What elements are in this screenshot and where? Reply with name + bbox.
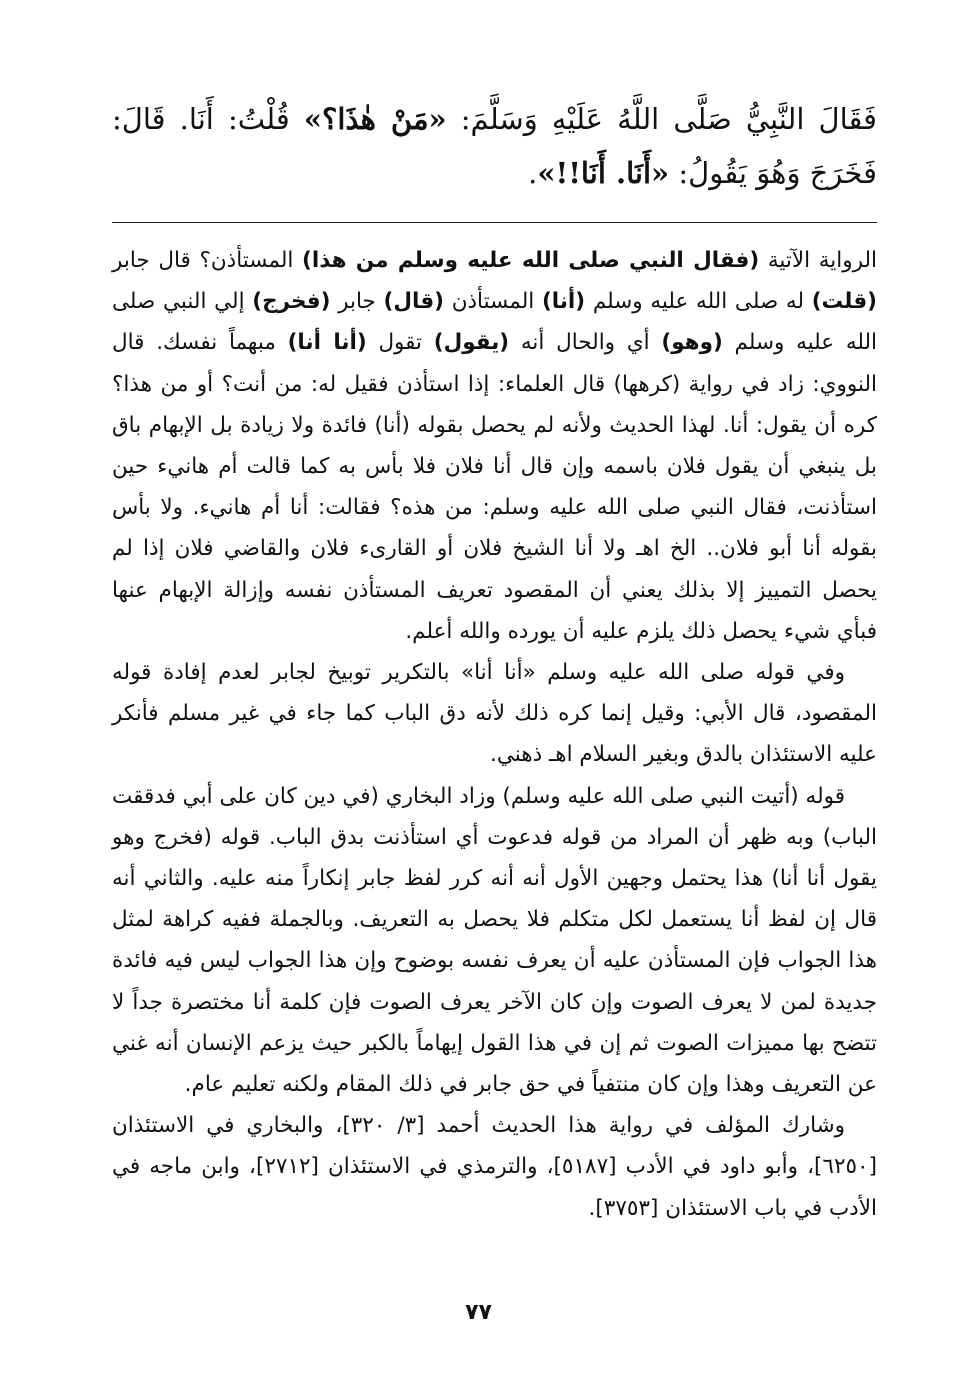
commentary-text: له صلى الله عليه وسلم (585, 289, 812, 315)
matn-quote-2: «أَنَا. أَنَا!!» (537, 156, 670, 190)
commentary-text: جابر (330, 289, 384, 315)
commentary-paragraph-1 (112, 240, 877, 652)
commentary-paragraph-2: وفي قوله صلى الله عليه وسلم «أنا أنا» بالتكرير توبيخ لجابر لعدم إفادة قوله المقصود، قال الأبي: وقيل إنما كره ذلك لأنه دق الباب كما جاء في غير مسلم فأنكر عليه الاستئذان بالدق وبغير السلام اهـ ذهني. (112, 660, 877, 768)
matn-part-3: . (528, 156, 538, 190)
commentary-bold-quote: (قلت) (811, 289, 877, 315)
matn-part-2: قُلْتُ: أَنَا. قَالَ: فَخَرَجَ وَهُوَ يَقُولُ: (112, 102, 877, 190)
separator-line (112, 222, 877, 223)
commentary-bold-quote: (أنا) (541, 289, 586, 315)
matn-part-1: فَقَالَ النَّبِيُّ صَلَّى اللَّهُ عَلَيْهِ وَسَلَّمَ: (446, 102, 877, 136)
commentary-bold-quote: (قال) (383, 289, 444, 315)
page-number: ٧٧ (465, 1300, 492, 1325)
commentary-paragraph-4: وشارك المؤلف في رواية هذا الحديث أحمد [٣/ ٣٢٠]، والبخاري في الاستئذان [٦٢٥٠]، وأبو داود في الأدب [٥١٨٧]، والترمذي في الاستئذان [٢٧١٢]، وابن ماجه في الأدب في باب الاستئذان [٣٧٥٣]. (112, 1113, 877, 1221)
commentary-text: تقول (366, 330, 434, 356)
commentary-text: المستأذن (443, 289, 542, 315)
hadith-text-block (112, 92, 877, 200)
commentary-text: الرواية الآتية (759, 248, 877, 273)
commentary-block (112, 240, 877, 1229)
commentary-bold-quote: (يقول) (433, 330, 510, 356)
matn-quote-1: «مَنْ هٰذَا؟» (303, 102, 447, 136)
hadith-matn (112, 92, 877, 200)
commentary-text: أي والحال أنه (509, 330, 662, 356)
commentary-text: مبهماً نفسك. قال النووي: زاد في رواية (كرهها) قال العلماء: إذا استأذن فقيل له: من أنت؟ أو من هذا؟ كره أن يقول: أنا. لهذا الحديث ولأنه لم يحصل بقوله (أنا) فائدة ولا زيادة بل الإبهام باق بل ينبغي أن يقول فلان باسمه وإن قال أنا فلان فلا بأس به كما قالت أم هانيء حين استأذنت، فقال النبي صلى الله عليه وسلم: من هذه؟ فقالت: أنا أم هانيء. ولا بأس بقوله أنا أبو فلان.. الخ اهـ ولا أنا الشيخ فلان أو القارىء فلان والقاضي فلان إذا لم يحصل التمييز إلا بذلك يعني أن المقصود تعريف المستأذن نفسه وإزالة الإبهام عنها فبأي شيء يحصل ذلك يلزم عليه أن يورده والله أعلم. (112, 330, 877, 644)
commentary-bold-quote: (أنا أنا) (287, 330, 367, 356)
commentary-text: المستأذن؟ قال جابر (112, 248, 303, 273)
commentary-paragraph-3: قوله (أتيت النبي صلى الله عليه وسلم) وزاد البخاري (في دين كان على أبي فدققت الباب) وبه ظهر أن المراد من قوله فدعوت أي استأذنت بدق الباب. قوله (فخرج وهو يقول أنا أنا) هذا يحتمل وجهين الأول أنه أنه كرر لفظ جابر إنكاراً منه عليه. والثاني أنه قال إن لفظ أنا يستعمل لكل متكلم فلا يحصل به التعريف. وبالجملة ففيه كراهة لمثل هذا الجواب فإن المستأذن عليه أن يعرف نفسه بوضوح وإن هذا الجواب ليس فيه فائدة جديدة لمن لا يعرف الصوت وإن كان الآخر يعرف الصوت فإن كلمة أنا مختصرة جداً لا تتضح بها مميزات الصوت ثم إن في هذا القول إيهاماً بالكبر حيث يزعم الإنسان أنه غني عن التعريف وهذا وإن كان منتفياً في حق جابر في ذلك المقام ولكنه تعليم عام. (112, 783, 877, 1098)
commentary-bold-quote: (فقال النبي صلى الله عليه وسلم من هذا) (302, 248, 760, 273)
commentary-bold-quote: (وهو) (661, 330, 723, 356)
commentary-bold-quote: (فخرج) (252, 289, 331, 315)
commentary-text: إلي النبي صلى الله عليه وسلم (112, 289, 877, 356)
